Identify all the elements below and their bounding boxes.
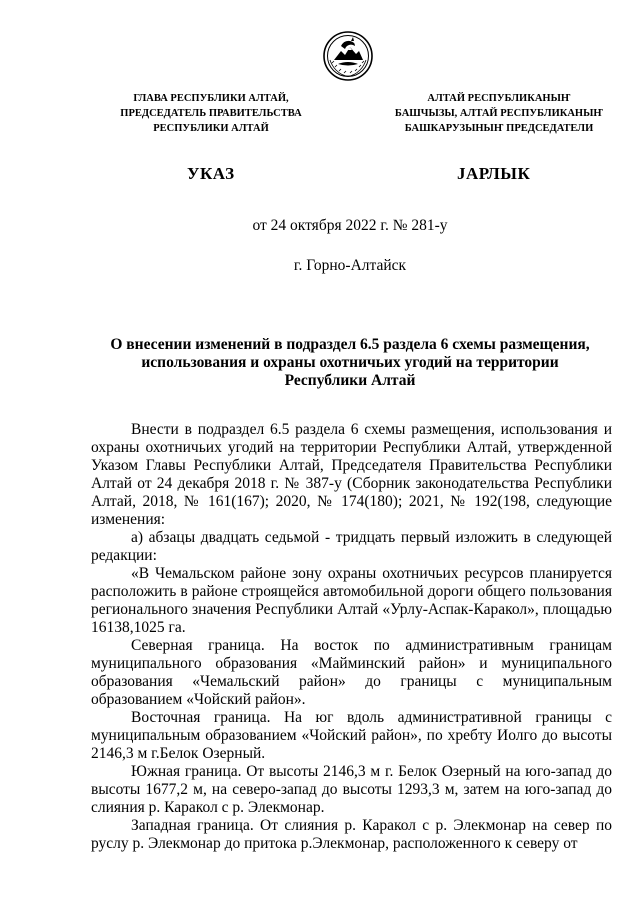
body-paragraph: «В Чемальском районе зону охраны охотничьих ресурсов планируется расположить в районе строящейся автомобильной дороги общего пользования регионального значения Республики Алтай «Урлу-Аспак-Каракол», площадью 16138,1025 га. — [91, 565, 612, 636]
issuer-header-altai — [374, 91, 624, 136]
decree-title: О внесении изменений в подраздел 6.5 раздела 6 схемы размещения, использования и охраны охотничьих угодий на территории Республики Алтай — [110, 336, 590, 389]
decree-place: г. Горно-Алтайск — [293, 257, 407, 274]
decree-body — [91, 421, 612, 853]
body-paragraph: Восточная граница. На юг вдоль административной границы с муниципальным образованием «Чойский район», по хребту Иолго до высоты 2146,3 м г.Белок Озерный. — [91, 709, 612, 762]
issuer-header-line: ПРЕДСЕДАТЕЛЬ ПРАВИТЕЛЬСТВА — [120, 108, 302, 119]
body-paragraph: Северная граница. На восток по административным границам муниципального образования «Майминский район» и муниципального образования «Чемальский район» до границы с муниципальным образованием «Чойский район». — [91, 637, 612, 708]
coat-of-arms-emblem — [322, 30, 374, 82]
issuer-header-line: БАШКАРУЗЫНЫҤ ПРЕДСЕДАТЕЛИ — [404, 123, 594, 134]
body-paragraph: Внести в подраздел 6.5 раздела 6 схемы размещения, использования и охраны охотничьих угодий на территории Республики Алтай, утвержденной Указом Главы Республики Алтай, Председателя Правительства Республики Алтай от 24 декабря 2018 г. № 387-у (Сборник законодательства Республики Алтай, 2018, № 161(167); 2020, № 174(180); 2021, № 192(198, следующие изменения: — [91, 421, 612, 528]
issuer-header-line: АЛТАЙ РЕСПУБЛИКАНЫҤ — [427, 93, 571, 104]
doc-type-russian: УКАЗ — [187, 164, 235, 183]
body-paragraph: Южная граница. От высоты 2146,3 м г. Белок Озерный на юго-запад до высоты 1677,2 м, на северо-запад до высоты 1293,3 м, затем на юго-запад до слияния р. Каракол с р. Элекмонар. — [91, 763, 612, 816]
issuer-header-russian — [96, 91, 326, 136]
doc-type-altai: JАРЛЫК — [457, 164, 531, 183]
decree-date-number: от 24 октября 2022 г. № 281-у — [252, 217, 448, 234]
issuer-header-line: БАШЧЫЗЫ, АЛТАЙ РЕСПУБЛИКАНЫҤ — [394, 108, 604, 119]
body-paragraph: а) абзацы двадцать седьмой - тридцать первый изложить в следующей редакции: — [91, 529, 612, 564]
issuer-header-line: ГЛАВА РЕСПУБЛИКИ АЛТАЙ, — [133, 93, 289, 104]
issuer-header-line: РЕСПУБЛИКИ АЛТАЙ — [153, 123, 269, 134]
body-paragraph: Западная граница. От слияния р. Каракол с р. Элекмонар на север по руслу р. Элекмонар до притока р.Элекмонар, расположенного к северу от — [91, 817, 612, 852]
